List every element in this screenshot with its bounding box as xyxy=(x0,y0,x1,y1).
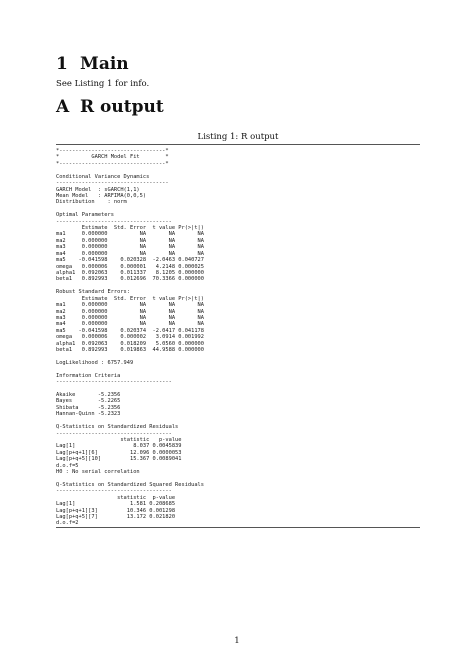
appendix-heading xyxy=(56,97,164,117)
r-output-listing xyxy=(56,148,204,527)
listing-top-rule xyxy=(56,144,420,145)
listing-line: ma1 0.000000 NA NA NA xyxy=(56,231,204,238)
listing-line: ma1 0.000000 NA NA NA xyxy=(56,302,204,309)
listing-line: ----------------------------------- xyxy=(56,180,169,187)
listing-line: Robust Standard Errors: xyxy=(56,289,130,296)
listing-line: d.o.f=5 xyxy=(56,462,79,469)
page-number: 1 xyxy=(234,636,240,646)
listing-line: alpha1 0.092063 0.018209 5.0560 0.000000 xyxy=(56,340,204,347)
listing-line: *---------------------------------* xyxy=(56,148,169,154)
listing-line: H0 : No serial correlation xyxy=(56,469,140,476)
listing-line: ma5 -0.041598 0.020328 -2.0463 0.040727 xyxy=(56,257,204,264)
listing-line: Shibata -5.2356 xyxy=(56,404,121,411)
listing-line: Lag[p+q+5][7] 13.172 0.021820 xyxy=(56,514,176,521)
listing-caption: Listing 1: R output xyxy=(197,132,279,142)
listing-line: ------------------------------------ xyxy=(56,488,172,495)
listing-line: d.o.f=2 xyxy=(56,520,79,527)
listing-line: Lag[1] 1.581 0.208685 xyxy=(56,501,176,508)
listing-line: Mean Model : ARFIMA(0,0,5) xyxy=(56,192,147,199)
appendix-title: R output xyxy=(80,97,164,117)
intro-paragraph: See Listing 1 for info. xyxy=(56,79,150,89)
listing-bottom-rule xyxy=(56,527,420,528)
listing-line: Bayes -5.2265 xyxy=(56,398,121,405)
appendix-letter: A xyxy=(56,97,70,117)
section-number: 1 xyxy=(56,54,68,74)
listing-line: ------------------------------------ xyxy=(56,218,172,225)
listing-line: Optimal Parameters xyxy=(56,212,114,219)
listing-line: Conditional Variance Dynamics xyxy=(56,173,150,180)
listing-line: Lag[p+q+1][6] 12.096 0.0000053 xyxy=(56,449,182,456)
listing-line: Estimate Std. Error t value Pr(>|t|) xyxy=(56,295,204,302)
listing-line: GARCH Model : sGARCH(1,1) xyxy=(56,186,140,193)
listing-line: Information Criteria xyxy=(56,372,121,379)
listing-line: alpha1 0.092063 0.011337 8.1205 0.000000 xyxy=(56,270,204,277)
listing-line: ma3 0.000000 NA NA NA xyxy=(56,244,204,251)
listing-line: Lag[1] 8.037 0.0045839 xyxy=(56,443,182,450)
listing-line: statistic p-value xyxy=(56,494,176,501)
listing-line: beta1 0.892993 0.019863 44.9588 0.000000 xyxy=(56,347,204,354)
listing-line: Distribution : norm xyxy=(56,199,127,206)
listing-line: ------------------------------------ xyxy=(56,430,172,437)
listing-line: beta1 0.892993 0.012696 70.3366 0.000000 xyxy=(56,276,204,283)
listing-line: Lag[p+q+1][3] 10.346 0.001298 xyxy=(56,507,176,514)
listing-line: ma2 0.000000 NA NA NA xyxy=(56,237,204,244)
section-heading-main xyxy=(56,54,129,74)
listing-line: omega 0.000006 0.000001 4.2148 0.000025 xyxy=(56,263,204,270)
listing-line: omega 0.000006 0.000002 3.0914 0.001992 xyxy=(56,334,204,341)
listing-line: LogLikelihood : 6757.949 xyxy=(56,359,134,366)
listing-line: Lag[p+q+5][10] 15.367 0.0089041 xyxy=(56,456,182,463)
section-title: Main xyxy=(80,54,129,74)
listing-line: Akaike -5.2356 xyxy=(56,392,121,399)
listing-line: ma2 0.000000 NA NA NA xyxy=(56,308,204,315)
listing-line: Q-Statistics on Standardized Squared Residuals xyxy=(56,481,204,488)
listing-line: ma3 0.000000 NA NA NA xyxy=(56,314,204,321)
listing-line: ma4 0.000000 NA NA NA xyxy=(56,321,204,328)
listing-line: ------------------------------------ xyxy=(56,379,172,386)
listing-line: Q-Statistics on Standardized Residuals xyxy=(56,424,179,431)
listing-line: ma4 0.000000 NA NA NA xyxy=(56,250,204,257)
listing-line: statistic p-value xyxy=(56,436,182,443)
listing-line: * GARCH Model Fit * xyxy=(56,154,169,161)
listing-line: *---------------------------------* xyxy=(56,160,169,167)
listing-line: Estimate Std. Error t value Pr(>|t|) xyxy=(56,225,204,232)
listing-line: ma5 -0.041598 0.020374 -2.0417 0.041178 xyxy=(56,327,204,334)
listing-line: Hannan-Quinn -5.2323 xyxy=(56,411,121,418)
